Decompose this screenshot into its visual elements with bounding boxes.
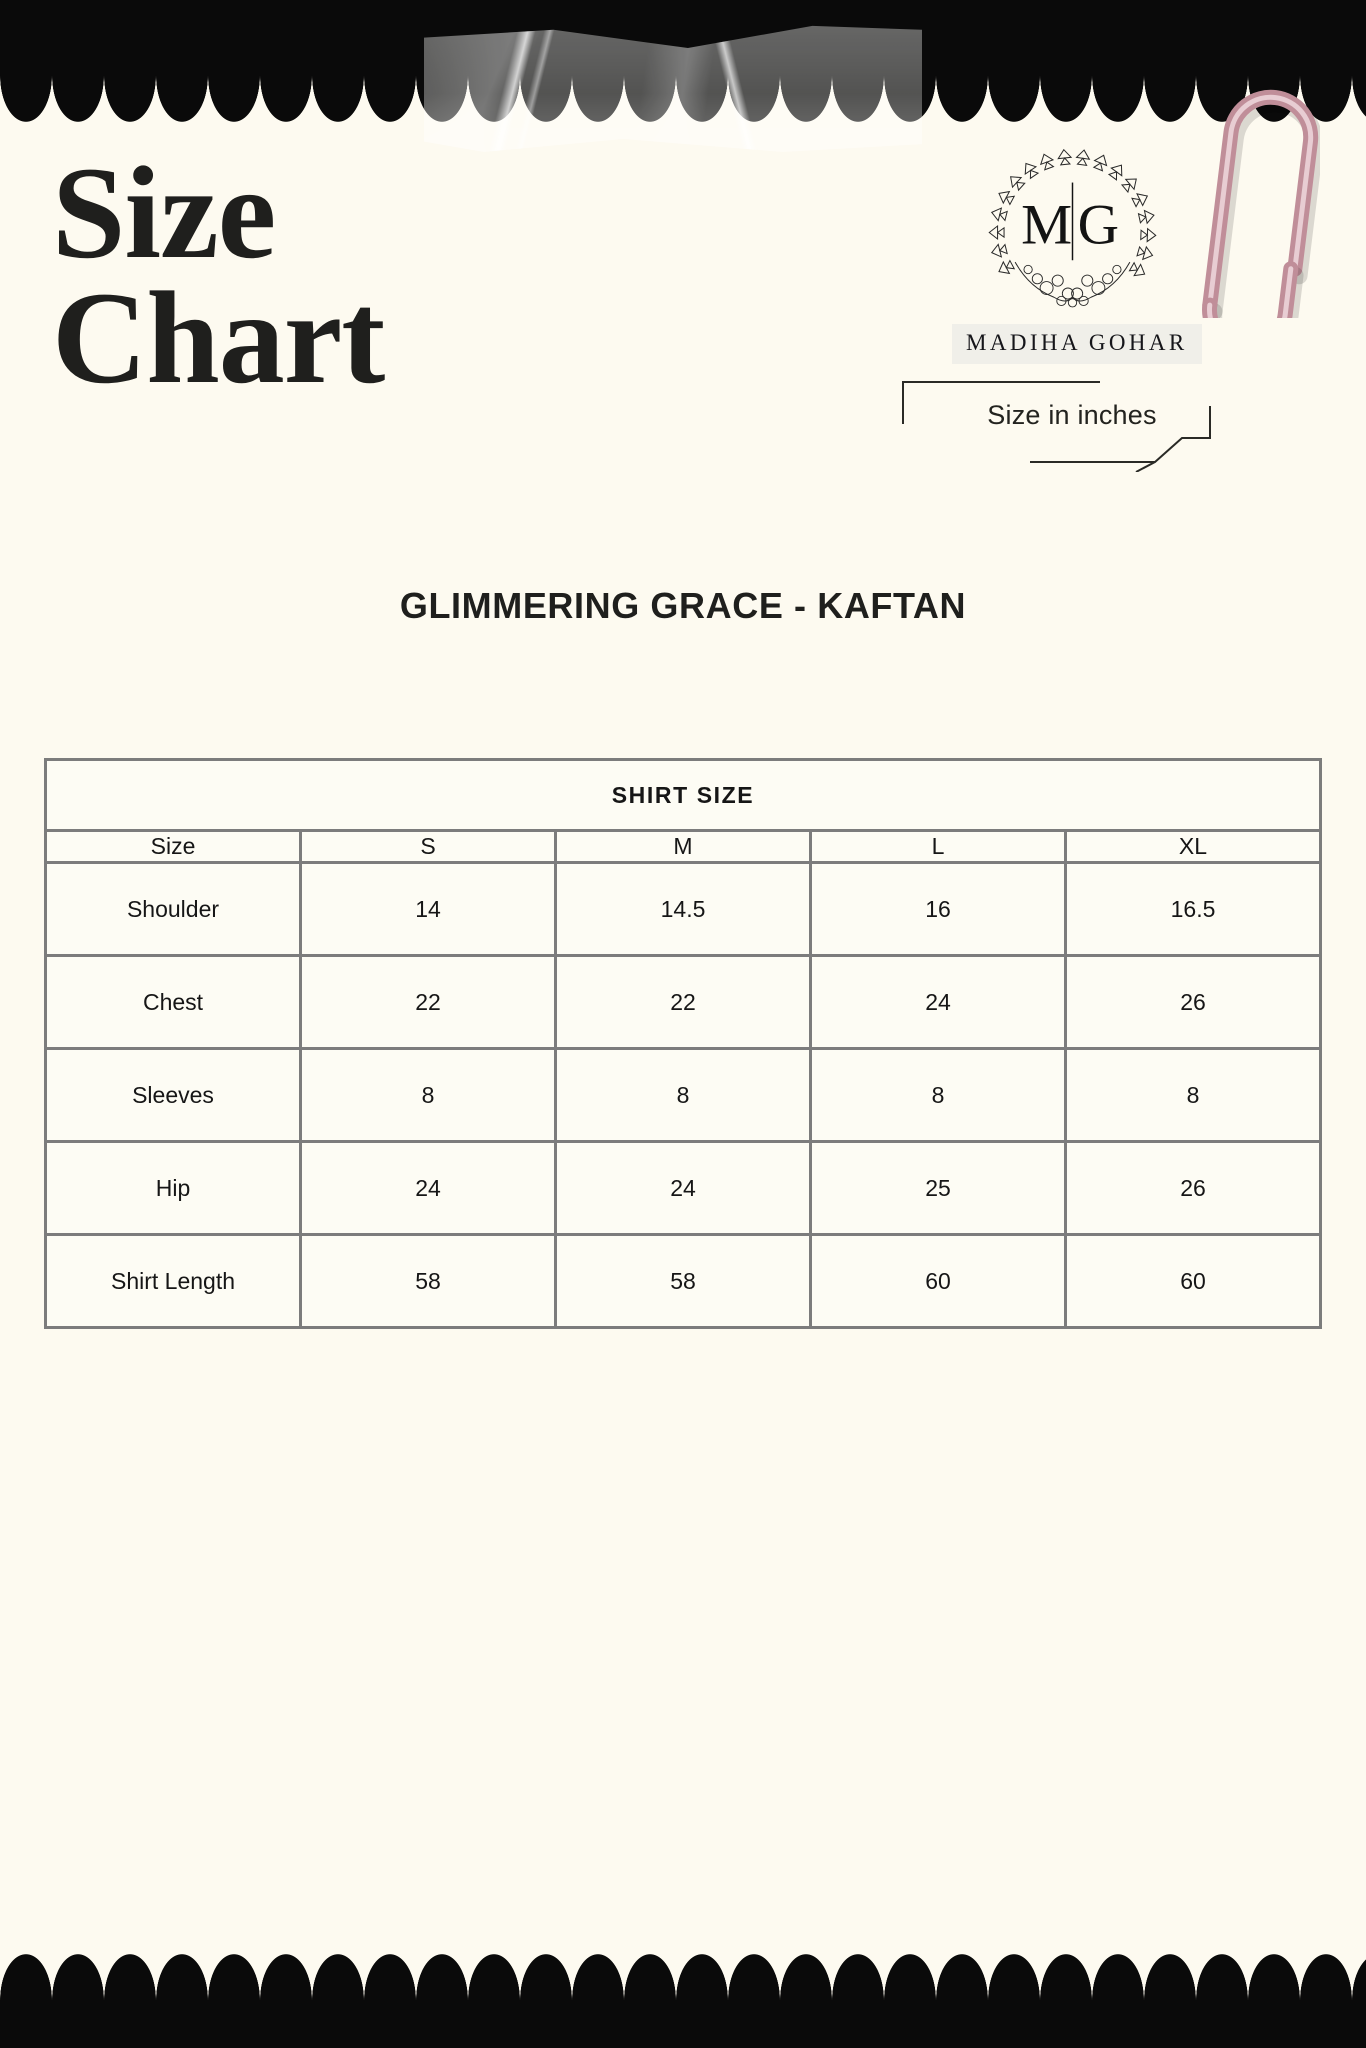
logo-monogram-right: G [1077, 193, 1119, 257]
row-value: 24 [556, 1142, 811, 1235]
row-value: 24 [811, 956, 1066, 1049]
page-title [52, 139, 385, 412]
size-table [44, 758, 1322, 1329]
table-row [46, 1049, 1321, 1142]
row-value: 8 [556, 1049, 811, 1142]
page-title-line-1: Size [52, 139, 276, 286]
page-title-line-2: Chart [52, 264, 385, 412]
header-cell-l: L [811, 831, 1066, 863]
bottom-border-band [0, 2000, 1366, 2048]
row-value: 8 [1066, 1049, 1321, 1142]
table-row [46, 863, 1321, 956]
header-cell-m: M [556, 831, 811, 863]
size-table-body [46, 863, 1321, 1328]
row-value: 8 [811, 1049, 1066, 1142]
row-value: 22 [556, 956, 811, 1049]
table-header-row [46, 831, 1321, 863]
size-table-head [46, 760, 1321, 863]
row-value: 26 [1066, 956, 1321, 1049]
table-title-cell: SHIRT SIZE [46, 760, 1321, 831]
product-title: GLIMMERING GRACE - KAFTAN [399, 585, 967, 626]
row-value: 25 [811, 1142, 1066, 1235]
unit-note-badge [900, 376, 1230, 472]
row-value: 16.5 [1066, 863, 1321, 956]
table-row [46, 1142, 1321, 1235]
row-label: Hip [46, 1142, 301, 1235]
row-label: Shirt Length [46, 1235, 301, 1328]
row-value: 16 [811, 863, 1066, 956]
table-title-row [46, 760, 1321, 831]
row-label: Sleeves [46, 1049, 301, 1142]
table-row [46, 956, 1321, 1049]
paperclip-icon [1130, 28, 1320, 318]
size-table-container [44, 758, 1322, 1329]
row-value: 14.5 [556, 863, 811, 956]
row-value: 60 [1066, 1235, 1321, 1328]
table-row [46, 1235, 1321, 1328]
header-cell-s: S [301, 831, 556, 863]
row-value: 24 [301, 1142, 556, 1235]
row-value: 58 [556, 1235, 811, 1328]
header-cell-size: Size [46, 831, 301, 863]
row-label: Shoulder [46, 863, 301, 956]
unit-note-label: Size in inches [987, 400, 1157, 430]
row-value: 8 [301, 1049, 556, 1142]
logo-monogram-left: M [1020, 193, 1072, 257]
bottom-scallop-edge [0, 1954, 1366, 2000]
row-value: 26 [1066, 1142, 1321, 1235]
row-label: Chest [46, 956, 301, 1049]
row-value: 58 [301, 1235, 556, 1328]
row-value: 14 [301, 863, 556, 956]
row-value: 60 [811, 1235, 1066, 1328]
row-value: 22 [301, 956, 556, 1049]
brand-name: MADIHA GOHAR [952, 324, 1202, 364]
header-cell-xl: XL [1066, 831, 1321, 863]
